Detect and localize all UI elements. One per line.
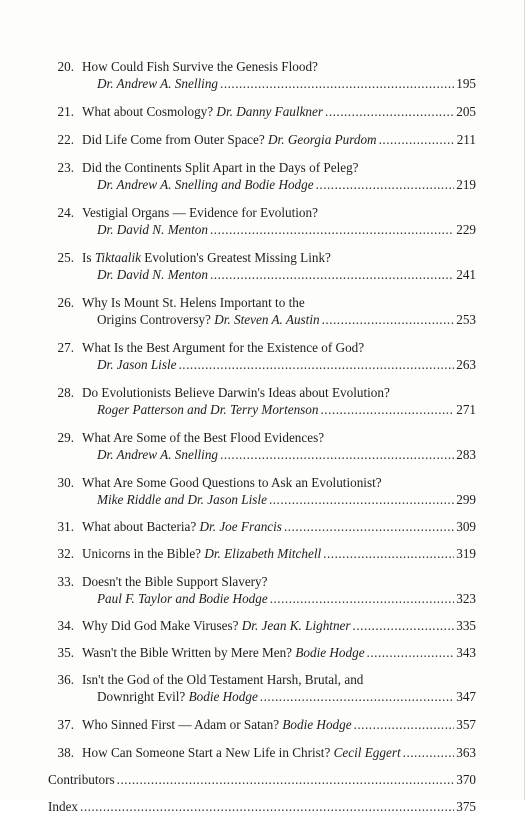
entry-title: Vestigial Organs — Evidence for Evolution? [82, 205, 318, 220]
dot-leader [270, 590, 455, 607]
entry-author: Bodie Hodge [295, 645, 365, 660]
entry-author: Bodie Hodge [282, 717, 352, 732]
entry-number: 28. [57, 385, 74, 400]
toc-entry-35 [48, 644, 476, 661]
toc-entry-32 [48, 545, 476, 562]
entry-title: Wasn't the Bible Written by Mere Men? [82, 645, 293, 660]
entry-number: 24. [57, 205, 74, 220]
dot-leader [367, 644, 455, 661]
toc-entry-20 [48, 58, 476, 92]
toc-entry-23 [48, 159, 476, 193]
toc-entry-26 [48, 294, 476, 328]
entry-title: Doesn't the Bible Support Slavery? [82, 574, 268, 589]
dot-leader [210, 266, 454, 283]
dot-leader [284, 518, 454, 535]
toc-entry-22 [48, 131, 476, 148]
entry-number: 27. [57, 340, 74, 355]
dot-leader [220, 446, 454, 463]
entry-title: Did the Continents Split Apart in the Days of Peleg? [82, 160, 359, 175]
entry-author: Cecil Eggert [333, 745, 401, 760]
entry-page: 309 [456, 519, 476, 534]
entry-page: 253 [456, 312, 476, 327]
entry-title: Do Evolutionists Believe Darwin's Ideas about Evolution? [82, 385, 390, 400]
dot-leader [379, 131, 455, 148]
entry-page: 219 [456, 177, 476, 192]
entry-page: 357 [456, 717, 476, 732]
entry-author: Dr. David N. Menton [97, 267, 208, 282]
entry-number: 34. [57, 618, 74, 633]
entry-author: Dr. Andrew A. Snelling [97, 76, 219, 91]
entry-title: Did Life Come from Outer Space? [82, 132, 265, 147]
entry-author: Mike Riddle and Dr. Jason Lisle [97, 492, 267, 507]
entry-page: 229 [456, 222, 476, 237]
entry-author: Dr. Jean K. Lightner [241, 618, 351, 633]
entry-title: Why Did God Make Viruses? [82, 618, 239, 633]
entry-title: What about Cosmology? [82, 104, 214, 119]
entry-author: Dr. Joe Francis [199, 519, 282, 534]
entry-title-suffix: Evolution's Greatest Missing Link? [140, 250, 331, 265]
entry-author: Dr. Andrew A. Snelling [97, 447, 219, 462]
entry-title: How Could Fish Survive the Genesis Flood? [82, 59, 318, 74]
toc-entry-38 [48, 744, 476, 761]
entry-author: Dr. Steven A. Austin [214, 312, 320, 327]
entry-title: Index [48, 799, 79, 814]
dot-leader [260, 688, 454, 705]
entry-page: 263 [456, 357, 476, 372]
dot-leader [321, 401, 455, 418]
toc-entry-37 [48, 716, 476, 733]
toc-entry-24 [48, 204, 476, 238]
entry-number: 36. [57, 672, 74, 687]
entry-page: 323 [456, 591, 476, 606]
dot-leader [353, 617, 455, 634]
entry-page: 271 [456, 402, 476, 417]
toc-entry-contributors [48, 771, 476, 788]
toc-entry-36 [48, 671, 476, 705]
toc-entry-index [48, 798, 476, 815]
entry-number: 21. [57, 104, 74, 119]
dot-leader [322, 311, 455, 328]
dot-leader [80, 798, 454, 815]
entry-title-italic: Tiktaalik [94, 250, 141, 265]
entry-author: Roger Patterson and Dr. Terry Mortenson [97, 402, 319, 417]
dot-leader [323, 545, 454, 562]
entry-number: 37. [57, 717, 74, 732]
entry-page: 370 [456, 772, 476, 787]
entry-title: Unicorns in the Bible? [82, 546, 202, 561]
entry-number: 25. [57, 250, 74, 265]
entry-number: 33. [57, 574, 74, 589]
entry-title: How Can Someone Start a New Life in Christ? [82, 745, 331, 760]
entry-title-continued: Origins Controversy? [97, 312, 211, 327]
entry-title: What about Bacteria? [82, 519, 197, 534]
entry-author: Paul F. Taylor and Bodie Hodge [97, 591, 268, 606]
entry-author: Dr. Danny Faulkner [216, 104, 324, 119]
entry-title: Who Sinned First — Adam or Satan? [82, 717, 280, 732]
dot-leader [179, 356, 455, 373]
dot-leader [403, 744, 455, 761]
dot-leader [220, 75, 454, 92]
entry-page: 335 [456, 618, 476, 633]
dot-leader [269, 491, 454, 508]
toc-entry-28 [48, 384, 476, 418]
table-of-contents [48, 58, 476, 815]
entry-number: 23. [57, 160, 74, 175]
entry-number: 22. [57, 132, 74, 147]
entry-page: 343 [456, 645, 476, 660]
entry-page: 241 [456, 267, 476, 282]
entry-page: 283 [456, 447, 476, 462]
entry-page: 205 [456, 104, 476, 119]
entry-title: What Are Some of the Best Flood Evidences? [82, 430, 325, 445]
dot-leader [117, 771, 455, 788]
dot-leader [316, 176, 455, 193]
entry-author: Dr. Jason Lisle [97, 357, 177, 372]
entry-page: 211 [456, 132, 476, 147]
entry-title: What Is the Best Argument for the Existence of God? [82, 340, 365, 355]
entry-author: Dr. Andrew A. Snelling and Bodie Hodge [97, 177, 314, 192]
entry-page: 195 [456, 76, 476, 91]
entry-number: 29. [57, 430, 74, 445]
dot-leader [325, 103, 454, 120]
entry-page: 375 [456, 799, 476, 814]
toc-entry-30 [48, 474, 476, 508]
entry-author: Dr. Elizabeth Mitchell [204, 546, 322, 561]
entry-title: Why Is Mount St. Helens Important to the [82, 295, 305, 310]
entry-number: 38. [57, 745, 74, 760]
entry-title: What Are Some Good Questions to Ask an Evolutionist? [82, 475, 382, 490]
entry-title-continued: Downright Evil? [97, 689, 186, 704]
toc-entry-29 [48, 429, 476, 463]
entry-page: 319 [456, 546, 476, 561]
dot-leader [210, 221, 454, 238]
entry-author: Dr. Georgia Purdom [268, 132, 377, 147]
toc-entry-21 [48, 103, 476, 120]
entry-number: 35. [57, 645, 74, 660]
entry-number: 30. [57, 475, 74, 490]
dot-leader [354, 716, 455, 733]
entry-number: 31. [57, 519, 74, 534]
toc-entry-31 [48, 518, 476, 535]
toc-entry-33 [48, 573, 476, 607]
entry-author: Bodie Hodge [188, 689, 258, 704]
entry-author: Dr. David N. Menton [97, 222, 208, 237]
toc-entry-27 [48, 339, 476, 373]
entry-page: 299 [456, 492, 476, 507]
entry-title: Isn't the God of the Old Testament Harsh, Brutal, and [82, 672, 364, 687]
entry-number: 32. [57, 546, 74, 561]
entry-page: 363 [456, 745, 476, 760]
toc-entry-25 [48, 249, 476, 283]
entry-title-prefix: Is [82, 250, 95, 265]
entry-number: 20. [57, 59, 74, 74]
toc-entry-34 [48, 617, 476, 634]
entry-number: 26. [57, 295, 74, 310]
entry-title: Contributors [48, 772, 115, 787]
entry-page: 347 [456, 689, 476, 704]
